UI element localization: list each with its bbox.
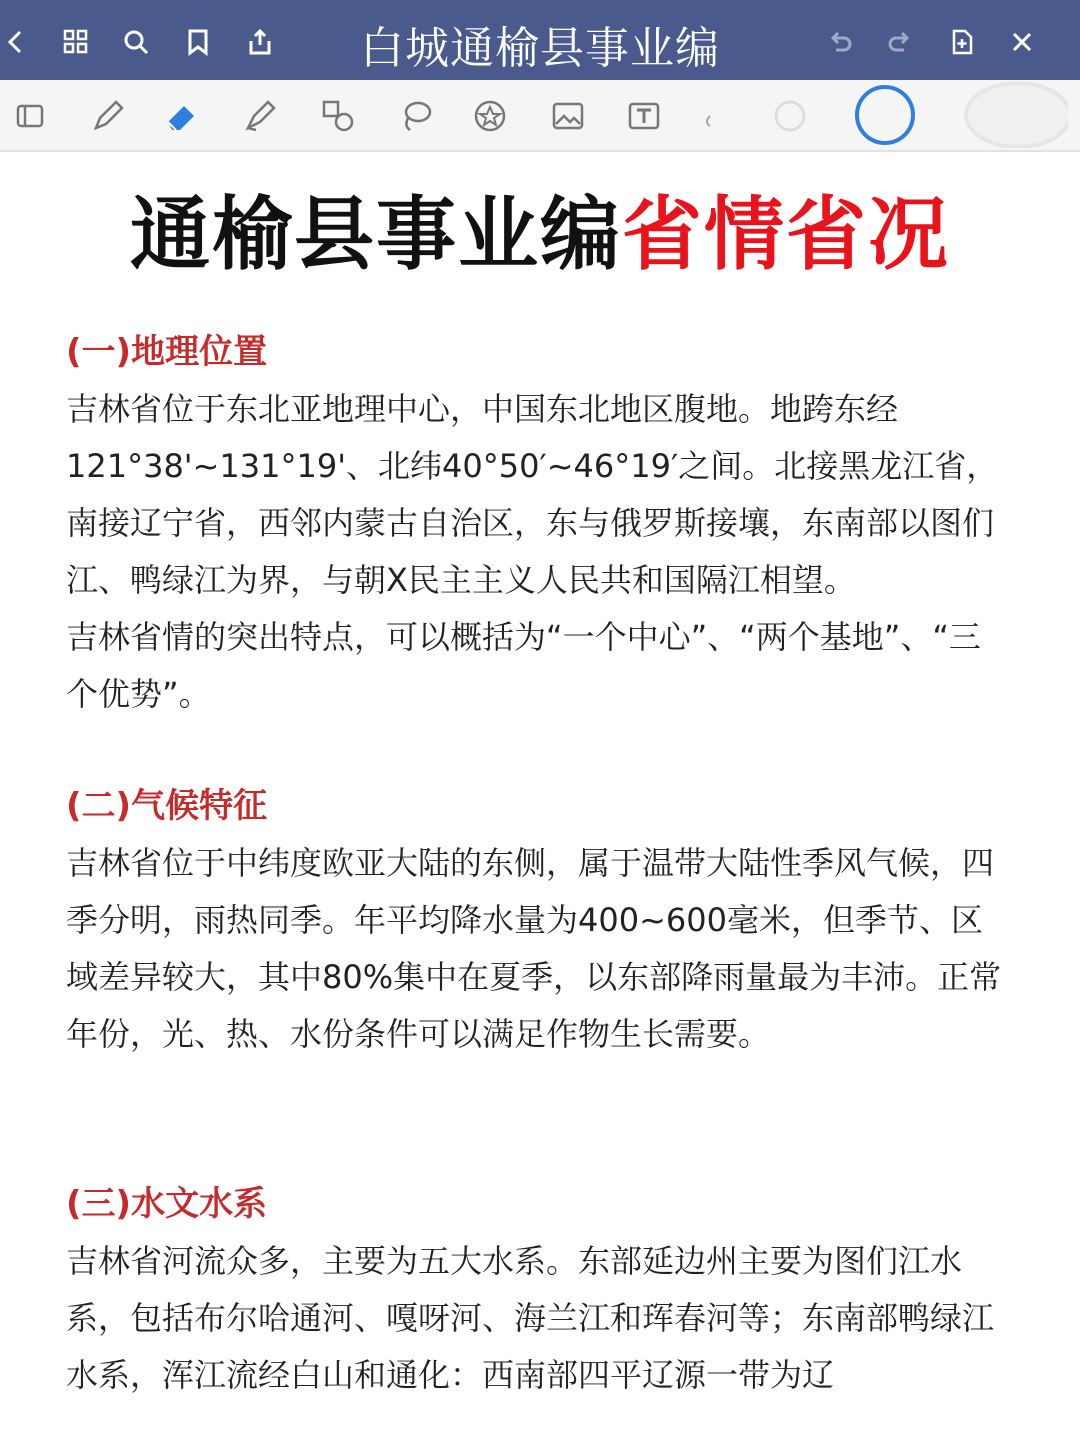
pen-icon[interactable] xyxy=(86,94,130,138)
color-swatch-icon[interactable] xyxy=(768,94,812,138)
section-paragraph: 吉林省位于东北亚地理中心，中国东北地区腹地。地跨东经121°38'~131°19'、北纬40°50′~46°19′之间。北接黑龙江省，南接辽宁省，西邻内蒙古自治区，东与俄罗斯接壤，东南部以图们江、鸭绿江为界，与朝X民主主义人民共和国隔江相望。 xyxy=(66,390,999,599)
section-heading: (三)水文水系 xyxy=(66,1184,268,1224)
color-circle-icon[interactable] xyxy=(958,82,1068,148)
page-title xyxy=(0,170,1080,285)
redo-icon[interactable] xyxy=(886,28,914,56)
sticker-icon[interactable] xyxy=(468,94,512,138)
section-hydrology xyxy=(66,1176,1006,1404)
eraser-icon[interactable] xyxy=(160,94,204,138)
section-paragraph: 吉林省情的突出特点，可以概括为“一个中心”、“两个基地”、“三个优势”。 xyxy=(66,618,981,713)
drawing-toolbar xyxy=(0,80,1080,152)
section-heading: (二)气候特征 xyxy=(66,786,268,826)
window-title: 白城通榆县事业编 xyxy=(360,23,720,74)
undo-icon[interactable] xyxy=(826,28,854,56)
title-accent: 省情省况 xyxy=(622,188,950,281)
section-heading: (一)地理位置 xyxy=(66,332,268,372)
title-main: 通榆县事业编 xyxy=(130,188,622,281)
lasso-icon[interactable] xyxy=(394,94,438,138)
shapes-icon[interactable] xyxy=(316,94,360,138)
image-icon[interactable] xyxy=(546,94,590,138)
sidebar-icon[interactable] xyxy=(8,94,52,138)
pen-size-icon[interactable] xyxy=(690,94,734,138)
color-ring-icon[interactable] xyxy=(852,82,918,148)
highlighter-icon[interactable] xyxy=(238,94,282,138)
close-icon[interactable] xyxy=(1008,28,1036,56)
section-geography xyxy=(66,324,1006,723)
section-paragraph: 吉林省位于中纬度欧亚大陆的东侧，属于温带大陆性季风气候，四季分明，雨热同季。年平均降水量为400~600毫米，但季节、区域差异较大，其中80%集中在夏季，以东部降雨量最为丰沛。正常年份，光、热、水份条件可以满足作物生长需要。 xyxy=(66,844,1002,1053)
add-page-icon[interactable] xyxy=(948,28,976,56)
text-icon[interactable] xyxy=(622,94,666,138)
section-climate xyxy=(66,778,1006,1063)
section-paragraph: 吉林省河流众多，主要为五大水系。东部延边州主要为图们江水系，包括布尔哈通河、嘎呀河、海兰江和珲春河等；东南部鸭绿江水系，浑江流经白山和通化：西南部四平辽源一带为辽 xyxy=(66,1242,995,1394)
app-header xyxy=(0,0,1080,80)
